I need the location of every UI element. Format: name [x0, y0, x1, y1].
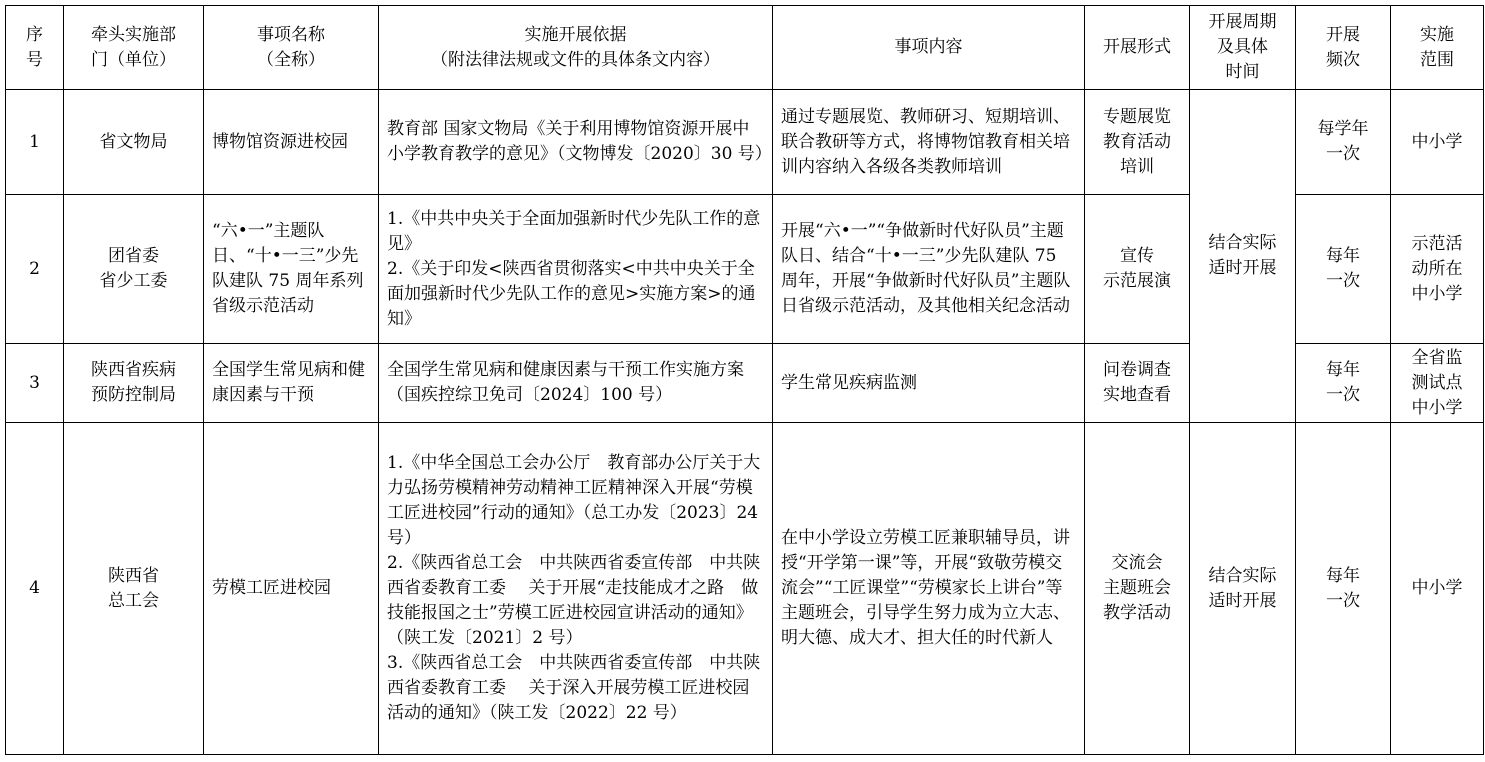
header-content: 事项内容: [773, 6, 1085, 90]
cell-scope: 示范活 动所在 中小学: [1391, 195, 1484, 344]
header-frequency: 开展 频次: [1296, 6, 1391, 90]
table-row: [6, 423, 1484, 755]
implementation-table: [5, 5, 1484, 755]
cell-dept: 陕西省疾病 预防控制局: [64, 344, 204, 423]
table-row: [6, 90, 1484, 195]
cell-dept: 陕西省 总工会: [64, 423, 204, 755]
cell-period-merged: 结合实际 适时开展: [1190, 90, 1296, 423]
cell-seq: 1: [6, 90, 64, 195]
header-dept: 牵头实施部 门（单位）: [64, 6, 204, 90]
cell-seq: 3: [6, 344, 64, 423]
cell-form: 交流会 主题班会 教学活动: [1085, 423, 1190, 755]
cell-scope: 中小学: [1391, 423, 1484, 755]
cell-form: 专题展览 教育活动 培训: [1085, 90, 1190, 195]
header-basis: 实施开展依据 （附法律法规或文件的具体条文内容）: [379, 6, 773, 90]
cell-item-name: 全国学生常见病和健康因素与干预: [204, 344, 379, 423]
cell-item-name: “六•一”主题队日、“十•一三”少先队建队 75 周年系列省级示范活动: [204, 195, 379, 344]
cell-frequency: 每年 一次: [1296, 344, 1391, 423]
cell-basis: 1.《中华全国总工会办公厅 教育部办公厅关于大力弘扬劳模精神劳动精神工匠精神深入开展“劳模工匠进校园”行动的通知》（总工办发〔2023〕24 号） 2.《陕西省总工会 中共陕西省委宣传部 中共陕西省委教育工委 关于开展“走技能成才之路 做技能报国之士”劳模工匠进校园宣讲活动的通知》（陕工发〔2021〕2 号） 3.《陕西省总工会 中共陕西省委宣传部 中共陕西省委教育工委 关于深入开展劳模工匠进校园活动的通知》（陕工发〔2022〕22 号）: [379, 423, 773, 755]
cell-basis: 教育部 国家文物局《关于利用博物馆资源开展中小学教育教学的意见》（文物博发〔2020〕30 号）: [379, 90, 773, 195]
header-item-name: 事项名称 （全称）: [204, 6, 379, 90]
cell-seq: 4: [6, 423, 64, 755]
cell-dept: 团省委 省少工委: [64, 195, 204, 344]
cell-seq: 2: [6, 195, 64, 344]
cell-form: 宣传 示范展演: [1085, 195, 1190, 344]
cell-item-name: 博物馆资源进校园: [204, 90, 379, 195]
cell-item-name: 劳模工匠进校园: [204, 423, 379, 755]
header-period: 开展周期 及具体 时间: [1190, 6, 1296, 90]
cell-frequency: 每年 一次: [1296, 423, 1391, 755]
cell-scope: 中小学: [1391, 90, 1484, 195]
cell-frequency: 每年 一次: [1296, 195, 1391, 344]
cell-scope: 全省监 测试点 中小学: [1391, 344, 1484, 423]
cell-basis: 1.《中共中央关于全面加强新时代少先队工作的意见》 2.《关于印发<陕西省贯彻落实<中共中央关于全面加强新时代少先队工作的意见>实施方案>的通知》: [379, 195, 773, 344]
header-form: 开展形式: [1085, 6, 1190, 90]
cell-form: 问卷调查 实地查看: [1085, 344, 1190, 423]
cell-content: 学生常见疾病监测: [773, 344, 1085, 423]
cell-content: 在中小学设立劳模工匠兼职辅导员，讲授“开学第一课”等，开展“致敬劳模交流会”“工匠课堂”“劳模家长上讲台”等主题班会，引导学生努力成为立大志、明大德、成大才、担大任的时代新人: [773, 423, 1085, 755]
cell-content: 通过专题展览、教师研习、短期培训、联合教研等方式，将博物馆教育相关培训内容纳入各级各类教师培训: [773, 90, 1085, 195]
cell-basis: 全国学生常见病和健康因素与干预工作实施方案（国疾控综卫免司〔2024〕100 号）: [379, 344, 773, 423]
cell-frequency: 每学年 一次: [1296, 90, 1391, 195]
cell-dept: 省文物局: [64, 90, 204, 195]
cell-content: 开展“六•一”“争做新时代好队员”主题队日、结合“十•一三”少先队建队 75 周年，开展“争做新时代好队员”主题队日省级示范活动，及其他相关纪念活动: [773, 195, 1085, 344]
cell-period: 结合实际 适时开展: [1190, 423, 1296, 755]
header-scope: 实施 范围: [1391, 6, 1484, 90]
table-header-row: [6, 6, 1484, 90]
header-seq: 序 号: [6, 6, 64, 90]
